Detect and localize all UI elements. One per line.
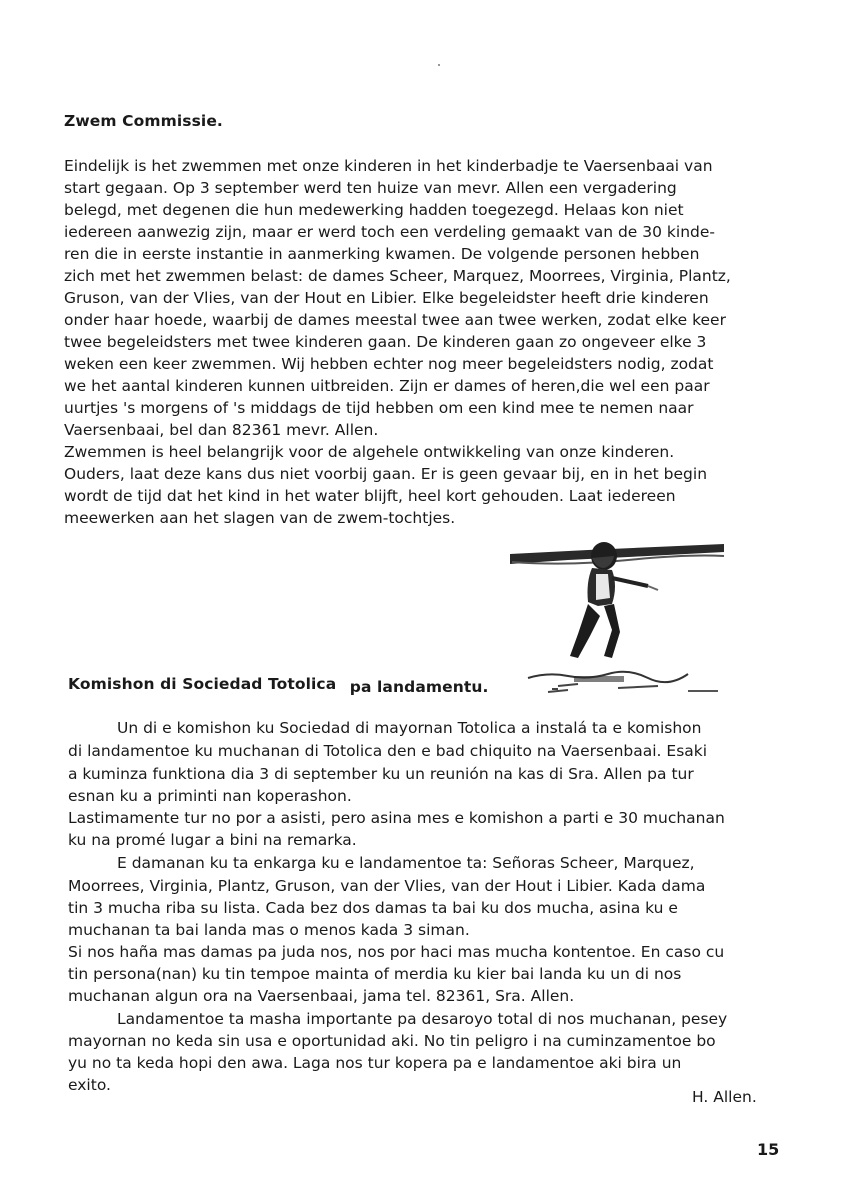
child-swimming-photo [508, 538, 728, 698]
papiamento-title-main: Komishon di Sociedad Totolica [68, 675, 337, 693]
text-line: esnan ku a priminti nan koperashon. [68, 787, 352, 805]
text-line: ren die in eerste instantie in aanmerking kwamen. De volgende personen hebben [64, 245, 700, 263]
signature: H. Allen. [692, 1088, 757, 1106]
papiamento-section-title [68, 675, 489, 696]
text-line: Landamentoe ta masha importante pa desaroyo total di nos muchanan, pesey [117, 1010, 728, 1028]
text-line: twee begeleidsters met twee kinderen gaan. De kinderen gaan zo ongeveer elke 3 [64, 333, 707, 351]
text-line: tin persona(nan) ku tin tempoe mainta of merdia ku kier bai landa ku un di nos [68, 965, 682, 983]
text-line: weken een keer zwemmen. Wij hebben echter nog meer begeleidsters nodig, zodat [64, 355, 714, 373]
text-line: yu no ta keda hopi den awa. Laga nos tur kopera pa e landamentoe aki bira un [68, 1054, 682, 1072]
text-line: di landamentoe ku muchanan di Totolica den e bad chiquito na Vaersenbaai. Esaki [68, 742, 708, 760]
text-line: exito. [68, 1076, 111, 1094]
page-number: 15 [757, 1140, 780, 1159]
text-line: muchanan algun ora na Vaersenbaai, jama tel. 82361, Sra. Allen. [68, 987, 575, 1005]
papiamento-title-suffix: pa landamentu. [349, 678, 489, 696]
text-line: onder haar hoede, waarbij de dames meestal twee aan twee werken, zodat elke keer [64, 311, 726, 329]
text-line: zich met het zwemmen belast: de dames Scheer, Marquez, Moorrees, Virginia, Plantz, [64, 267, 731, 285]
text-line: Gruson, van der Vlies, van der Hout en Libier. Elke begeleidster heeft drie kinderen [64, 289, 709, 307]
speck [438, 64, 440, 66]
text-line: Zwemmen is heel belangrijk voor de algehele ontwikkeling van onze kinderen. [64, 443, 675, 461]
text-line: Moorrees, Virginia, Plantz, Gruson, van der Vlies, van der Hout i Libier. Kada dama [68, 877, 706, 895]
text-line: meewerken aan het slagen van de zwem-tochtjes. [64, 509, 456, 527]
text-line: Vaersenbaai, bel dan 82361 mevr. Allen. [64, 421, 379, 439]
text-line: Un di e komishon ku Sociedad di mayornan Totolica a instalá ta e komishon [117, 719, 702, 737]
text-line: iedereen aanwezig zijn, maar er werd toch een verdeling gemaakt van de 30 kinde- [64, 223, 715, 241]
text-line: mayornan no keda sin usa e oportunidad aki. No tin peligro i na cuminzamentoe bo [68, 1032, 716, 1050]
text-line: belegd, met degenen die hun medewerking hadden toegezegd. Helaas kon niet [64, 201, 684, 219]
text-line: start gegaan. Op 3 september werd ten huize van mevr. Allen een vergadering [64, 179, 677, 197]
text-line: Lastimamente tur no por a asisti, pero asina mes e komishon a parti e 30 muchanan [68, 809, 725, 827]
text-line: we het aantal kinderen kunnen uitbreiden. Zijn er dames of heren,die wel een paar [64, 377, 710, 395]
text-line: E damanan ku ta enkarga ku e landamentoe ta: Señoras Scheer, Marquez, [117, 854, 695, 872]
text-line: muchanan ta bai landa mas o menos kada 3 siman. [68, 921, 470, 939]
text-line: Si nos haña mas damas pa juda nos, nos por haci mas mucha kontentoe. En caso cu [68, 943, 725, 961]
text-line: ku na promé lugar a bini na remarka. [68, 831, 357, 849]
text-line: wordt de tijd dat het kind in het water blijft, heel kort gehouden. Laat iedereen [64, 487, 676, 505]
dutch-section-title: Zwem Commissie. [64, 112, 223, 130]
text-line: tin 3 mucha riba su lista. Cada bez dos damas ta bai ku dos mucha, asina ku e [68, 899, 678, 917]
text-line: a kuminza funktiona dia 3 di september ku un reunión na kas di Sra. Allen pa tur [68, 765, 694, 783]
text-line: uurtjes 's morgens of 's middags de tijd hebben om een kind mee te nemen naar [64, 399, 694, 417]
text-line: Eindelijk is het zwemmen met onze kinderen in het kinderbadje te Vaersenbaai van [64, 157, 713, 175]
text-line: Ouders, laat deze kans dus niet voorbij gaan. Er is geen gevaar bij, en in het begin [64, 465, 708, 483]
